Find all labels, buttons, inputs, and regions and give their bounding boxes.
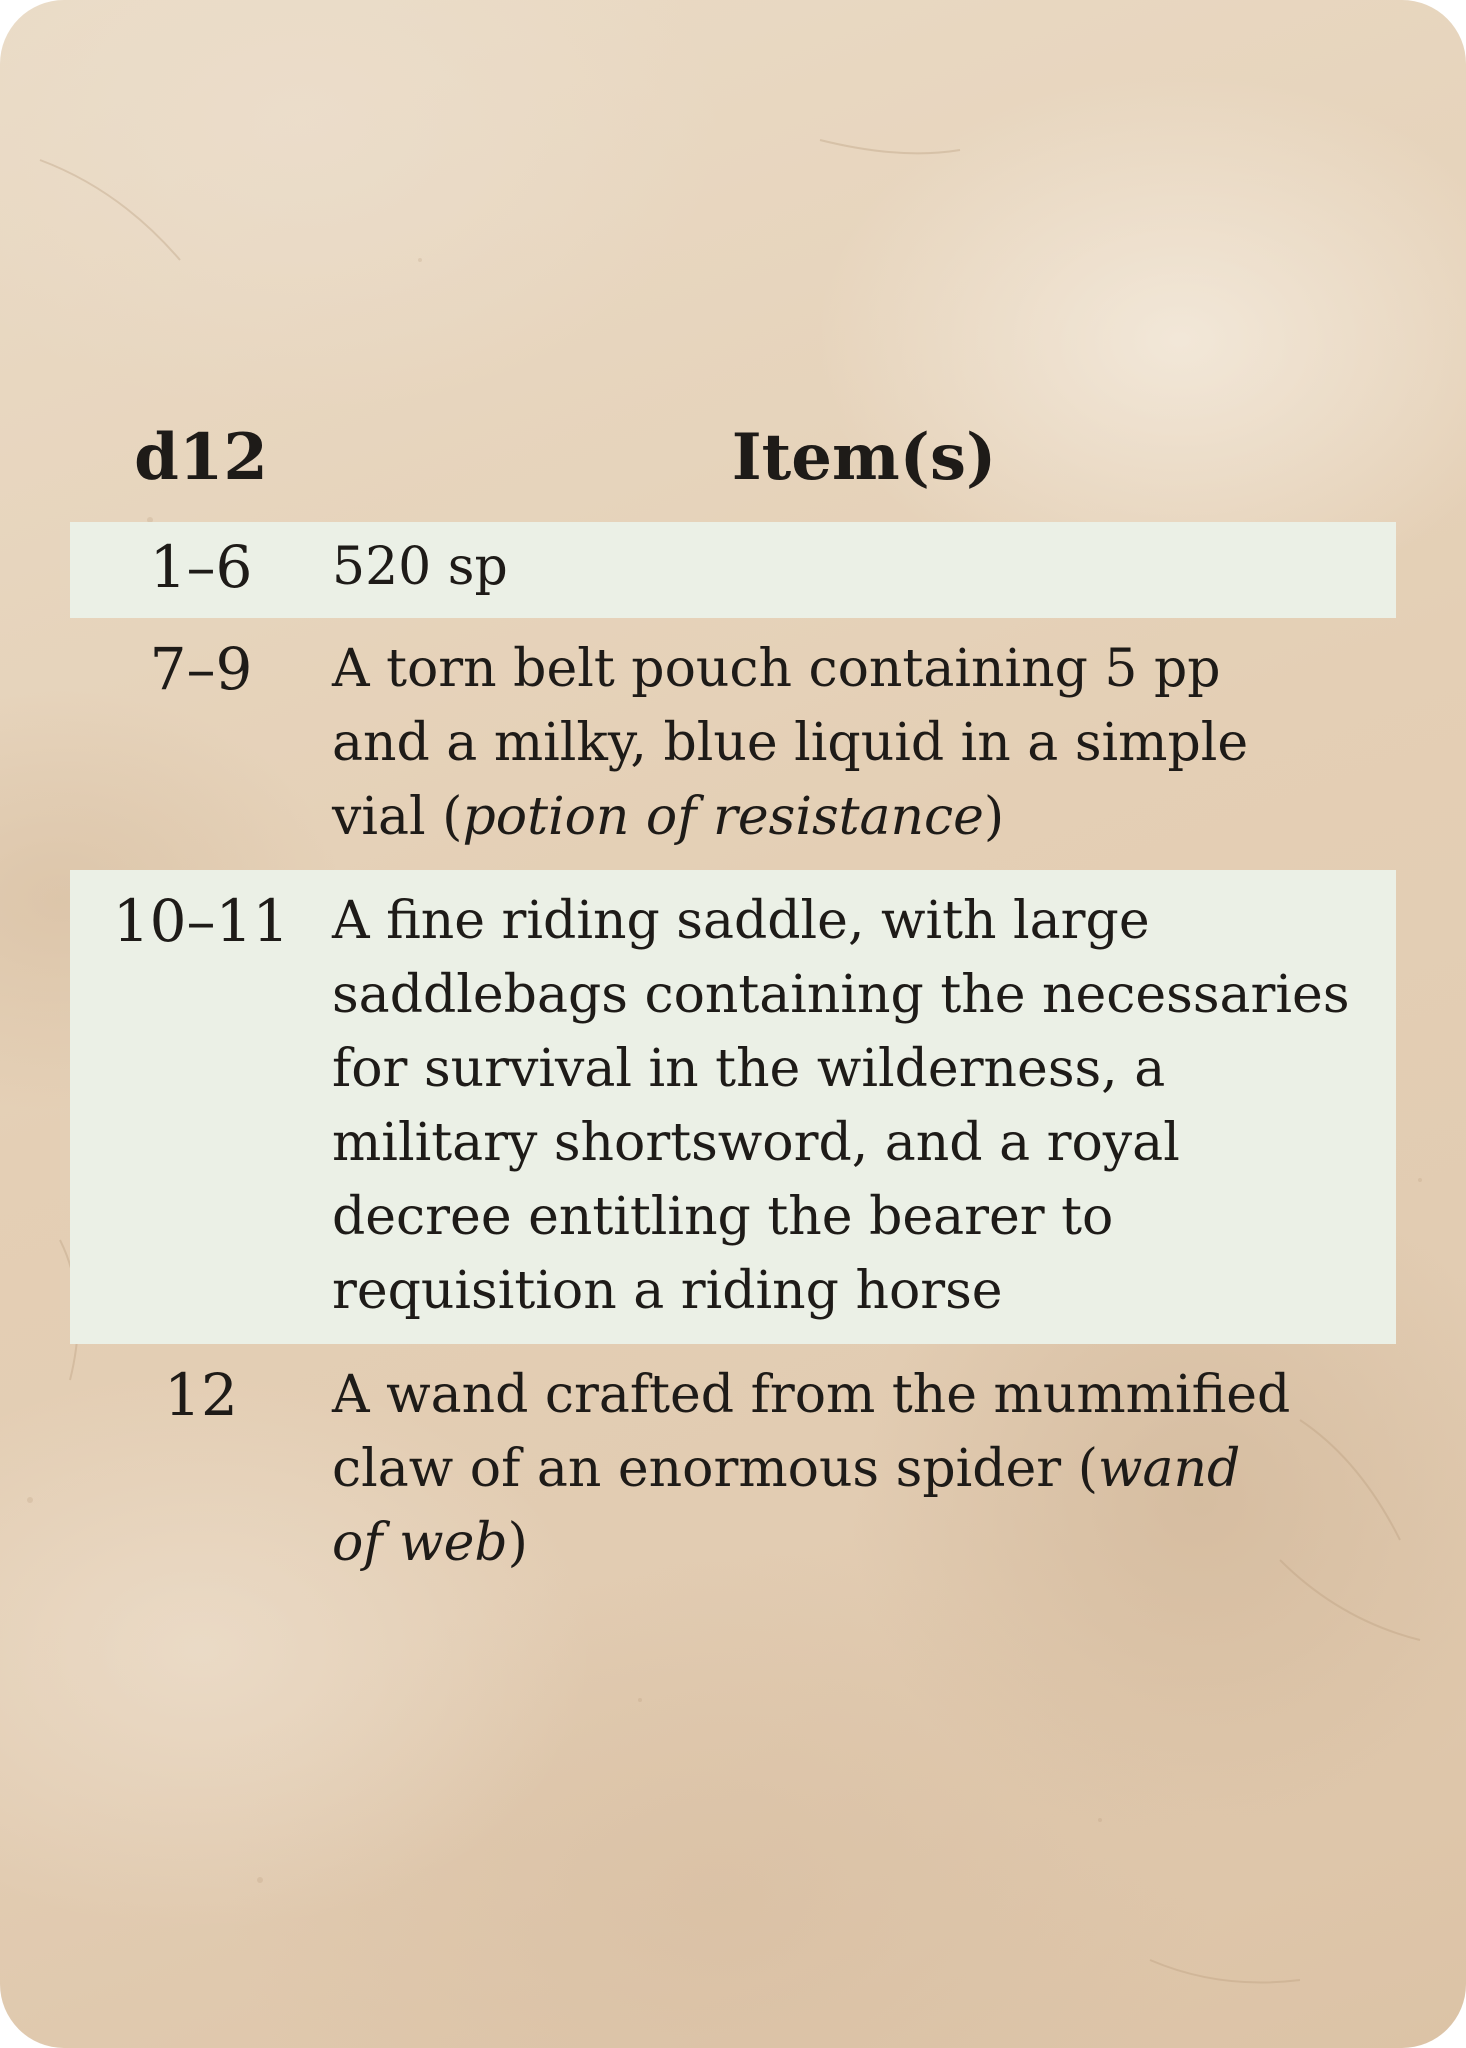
item-line: requisition a riding horse <box>332 1261 1003 1321</box>
item-magic-name: of web <box>332 1513 508 1573</box>
item-magic-name: potion of resistance <box>462 787 984 847</box>
item-cell <box>332 632 1396 854</box>
item-line: decree entitling the bearer to <box>332 1187 1114 1247</box>
item-line: military shortsword, and a royal <box>332 1113 1180 1173</box>
item-column-header: Item(s) <box>731 420 997 495</box>
roll-cell: 1–6 <box>149 533 253 601</box>
item-cell <box>332 530 1396 604</box>
item-text: claw of an enormous spider ( <box>332 1439 1098 1499</box>
roll-cell: 10–11 <box>112 887 290 955</box>
item-line: 520 sp <box>332 537 508 597</box>
item-text: vial ( <box>332 787 463 847</box>
table-row <box>70 870 1396 1344</box>
table-row <box>70 522 1396 618</box>
item-line <box>332 1432 1366 1506</box>
item-line: A wand crafted from the mummified <box>332 1365 1291 1425</box>
item-line: saddlebags containing the necessaries <box>332 965 1350 1025</box>
table-header <box>70 420 1396 522</box>
item-line: A fine riding saddle, with large <box>332 891 1150 951</box>
item-magic-name: wand <box>1097 1439 1241 1499</box>
item-line <box>332 780 1366 854</box>
roll-column-header: d12 <box>134 420 268 495</box>
loot-table <box>70 420 1396 1596</box>
item-line <box>332 1506 1366 1580</box>
table-row <box>70 1344 1396 1596</box>
roll-cell: 12 <box>164 1361 238 1429</box>
item-text: ) <box>507 1513 528 1573</box>
item-line: for survival in the wilderness, a <box>332 1039 1166 1099</box>
item-line: and a milky, blue liquid in a simple <box>332 713 1249 773</box>
item-cell <box>332 884 1396 1328</box>
item-text: ) <box>983 787 1005 847</box>
table-row <box>70 618 1396 870</box>
roll-cell: 7–9 <box>149 635 253 703</box>
item-cell <box>332 1358 1396 1580</box>
item-line: A torn belt pouch containing 5 pp <box>332 639 1221 699</box>
